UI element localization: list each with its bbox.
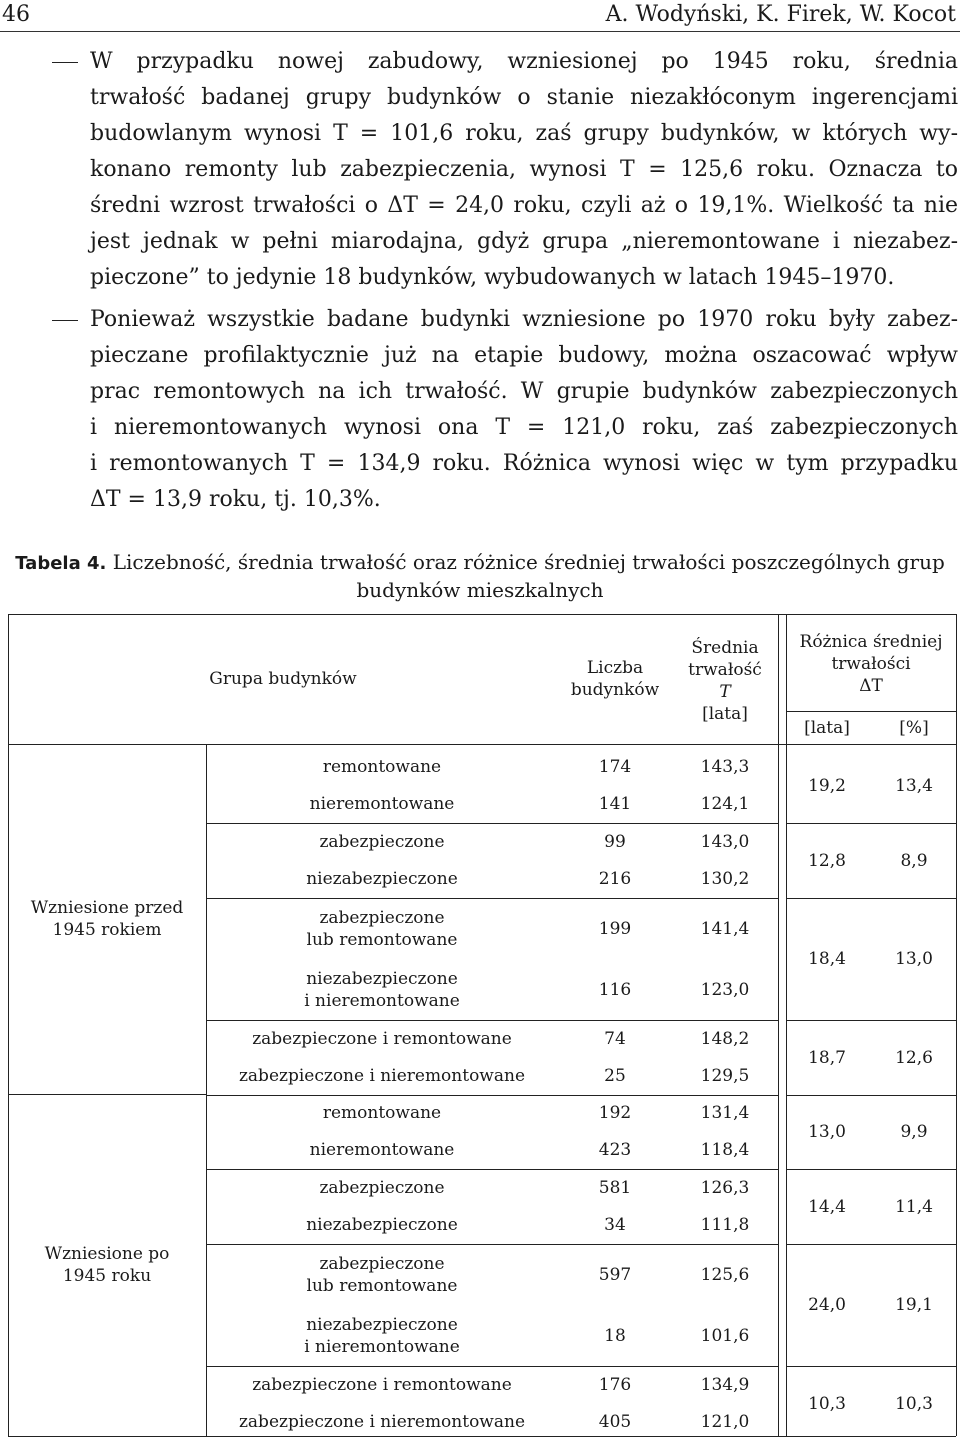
after-diff-years-line: 24,0	[808, 1295, 846, 1315]
after-row-mean	[672, 1366, 778, 1404]
after-diff-pct	[872, 1094, 956, 1169]
before-row-count	[558, 823, 672, 861]
text-line: prac remontowych na ich trwałość. W grupie budynków zabezpieczonych	[90, 379, 958, 404]
after-row-mean-line: 131,4	[700, 1102, 750, 1123]
before-row-mean	[672, 959, 778, 1020]
running-head: A. Wodyński, K. Firek, W. Kocot	[605, 2, 956, 27]
period-before-label-line: 1945 rokiem	[52, 920, 162, 940]
after-diff-years-line: 14,4	[808, 1196, 846, 1217]
after-row-count-line: 192	[598, 1102, 632, 1123]
table-rule	[786, 823, 956, 824]
before-row-count-line: 25	[604, 1066, 626, 1087]
after-row-name-line: nieremontowane	[309, 1140, 455, 1161]
before-row-count-line: 141	[598, 794, 632, 815]
after-row-name	[206, 1169, 558, 1207]
before-diff-years	[786, 748, 868, 823]
table-rule	[786, 711, 956, 712]
after-row-count	[558, 1305, 672, 1366]
before-row-mean	[672, 898, 778, 959]
before-diff-pct-line: 13,0	[895, 949, 933, 969]
after-diff-pct	[872, 1366, 956, 1441]
before-row-name-line: zabezpieczone	[319, 907, 445, 928]
page-number: 46	[2, 2, 30, 27]
caption-label: Tabela 4.	[15, 553, 107, 574]
before-diff-years	[786, 823, 868, 898]
after-row-mean-line: 118,4	[700, 1140, 750, 1161]
period-before-label	[8, 744, 206, 1094]
before-row-count	[558, 959, 672, 1020]
after-diff-pct-line: 9,9	[900, 1121, 928, 1142]
after-row-mean-line: 134,9	[700, 1374, 750, 1395]
after-diff-years	[786, 1094, 868, 1169]
header-diff	[786, 618, 956, 710]
before-row-mean	[672, 748, 778, 786]
text-line: jest jednak w pełni miarodajna, gdyż grupa „nieremontowane i niezabez-	[90, 229, 958, 254]
before-row-count-line: 116	[598, 979, 632, 1000]
table-rule	[206, 1095, 778, 1096]
after-row-name-line: zabezpieczone i nieremontowane	[238, 1412, 526, 1433]
period-after-label-line: 1945 roku	[62, 1266, 152, 1286]
table-rule	[956, 614, 957, 1436]
caption-line-1	[0, 549, 960, 577]
text-line: średni wzrost trwałości o ΔT = 24,0 roku, czyli aż o 19,1%. Wielkość ta nie	[90, 193, 958, 218]
header-count-line: budynków	[570, 680, 660, 700]
after-row-count-line: 423	[598, 1140, 632, 1161]
before-row-count-line: 74	[604, 1028, 626, 1049]
table-rule	[8, 1094, 206, 1095]
header-diff-pct	[872, 712, 956, 744]
table-rule	[206, 823, 778, 824]
before-row-mean-line: 130,2	[700, 869, 750, 890]
table-rule	[206, 1366, 778, 1367]
table-rule	[206, 1244, 778, 1245]
before-row-name	[206, 1020, 558, 1058]
table-rule	[786, 1366, 956, 1367]
text-line: i nieremontowanych wynosi ona T = 121,0 roku, zaś zabezpieczonych	[90, 415, 958, 440]
text-line: i remontowanych T = 134,9 roku. Różnica wynosi więc w tym przypadku	[90, 451, 958, 476]
before-row-mean	[672, 861, 778, 899]
table-caption	[0, 549, 960, 603]
table-rule	[778, 614, 779, 1436]
after-row-mean	[672, 1132, 778, 1170]
text-line: pieczone” to jedynie 18 budynków, wybudowanych w latach 1945–1970.	[90, 265, 895, 290]
header-diff-years-line: [lata]	[804, 718, 850, 738]
table-rule	[8, 744, 956, 745]
text-line: trwałość badanej grupy budynków o stanie niezakłóconym ingerencjami	[90, 85, 958, 110]
before-row-mean-line: 148,2	[700, 1028, 750, 1049]
before-row-count	[558, 748, 672, 786]
period-after-label	[8, 1094, 206, 1436]
after-row-count	[558, 1132, 672, 1170]
before-row-name-line: niezabezpieczone	[306, 869, 458, 890]
after-row-count-line: 581	[598, 1177, 632, 1198]
table-rule	[786, 1020, 956, 1021]
after-row-count-line: 597	[598, 1264, 632, 1285]
header-mean-line: T	[719, 682, 731, 702]
before-row-mean-line: 143,0	[700, 831, 750, 852]
after-row-mean-line: 125,6	[700, 1264, 750, 1285]
table-rule	[8, 1436, 956, 1437]
after-row-mean	[672, 1207, 778, 1245]
before-diff-years	[786, 898, 868, 1020]
header-diff-pct-line: [%]	[899, 718, 929, 738]
before-row-count	[558, 898, 672, 959]
table-rule	[786, 1095, 956, 1096]
header-mean	[672, 622, 778, 740]
header-count	[558, 614, 672, 744]
after-row-name-line: remontowane	[322, 1102, 442, 1123]
before-diff-pct	[872, 898, 956, 1020]
header-diff-years	[786, 712, 868, 744]
after-row-count-line: 18	[604, 1325, 626, 1346]
before-row-name	[206, 786, 558, 824]
before-diff-pct-line: 8,9	[900, 850, 928, 871]
before-diff-years-line: 19,2	[808, 775, 846, 796]
table-rule	[786, 1169, 956, 1170]
before-row-name	[206, 959, 558, 1020]
after-row-count	[558, 1169, 672, 1207]
after-diff-years	[786, 1169, 868, 1244]
after-row-mean	[672, 1305, 778, 1366]
after-row-name	[206, 1404, 558, 1442]
header-mean-line: trwałość	[688, 660, 762, 680]
after-diff-pct	[872, 1244, 956, 1366]
text-line: budowlanym wynosi T = 101,6 roku, zaś grupy budynków, w których wy-	[90, 121, 958, 146]
before-row-count-line: 174	[598, 756, 632, 777]
before-row-mean-line: 129,5	[700, 1066, 750, 1087]
after-row-count	[558, 1404, 672, 1442]
before-row-name	[206, 748, 558, 786]
period-before-label-line: Wzniesione przed	[30, 898, 184, 918]
after-row-count-line: 176	[598, 1374, 632, 1395]
after-row-count	[558, 1094, 672, 1132]
before-row-name-line: nieremontowane	[309, 794, 455, 815]
before-row-count-line: 99	[604, 831, 626, 852]
paragraph-1	[90, 44, 958, 296]
before-row-count-line: 199	[598, 918, 632, 939]
header-group-line: Grupa budynków	[209, 669, 357, 689]
after-row-mean-line: 101,6	[700, 1325, 750, 1346]
before-diff-pct-line: 12,6	[895, 1047, 933, 1068]
before-row-name-line: remontowane	[322, 756, 442, 777]
after-row-name-line: niezabezpieczone	[306, 1215, 458, 1236]
header-diff-line: ΔT	[859, 676, 883, 696]
before-row-mean	[672, 1058, 778, 1096]
table-rule	[206, 1169, 778, 1170]
after-row-name-line: zabezpieczone	[319, 1253, 445, 1274]
after-row-mean	[672, 1169, 778, 1207]
before-row-name-line: lub remontowane	[306, 929, 458, 950]
before-row-mean	[672, 786, 778, 824]
header-group	[8, 614, 558, 744]
after-row-name	[206, 1305, 558, 1366]
table-rule	[206, 898, 778, 899]
before-diff-years	[786, 1020, 868, 1095]
before-diff-pct-line: 13,4	[895, 775, 933, 796]
before-row-mean-line: 124,1	[700, 794, 750, 815]
before-row-mean-line: 141,4	[700, 918, 750, 939]
table-rule	[786, 898, 956, 899]
before-row-name-line: zabezpieczone i remontowane	[252, 1028, 512, 1049]
before-row-name-line: niezabezpieczone	[306, 968, 458, 989]
after-diff-years-line: 10,3	[808, 1393, 846, 1414]
before-row-count	[558, 1058, 672, 1096]
after-row-name-line: i nieremontowane	[304, 1336, 460, 1357]
text-line: W przypadku nowej zabudowy, wzniesionej po 1945 roku, średnia	[90, 49, 958, 74]
table-rule	[8, 614, 956, 615]
after-row-name-line: zabezpieczone i remontowane	[252, 1374, 512, 1395]
page-header	[0, 0, 960, 30]
table-rule	[8, 614, 9, 1436]
before-row-count	[558, 861, 672, 899]
after-diff-pct-line: 19,1	[895, 1295, 933, 1315]
before-row-count-line: 216	[598, 869, 632, 890]
table-rule	[206, 1020, 778, 1021]
after-row-name	[206, 1244, 558, 1305]
after-row-mean-line: 121,0	[700, 1412, 750, 1433]
caption-text: Liczebność, średnia trwałość oraz różnice średniej trwałości poszczególnych grup	[112, 550, 945, 574]
header-mean-line: Średnia	[691, 638, 759, 658]
after-row-name-line: zabezpieczone	[319, 1177, 445, 1198]
after-row-count-line: 405	[598, 1412, 632, 1433]
table-rule	[786, 1244, 956, 1245]
caption-line-2: budynków mieszkalnych	[356, 578, 604, 602]
text-line: Ponieważ wszystkie badane budynki wzniesione po 1970 roku były zabez-	[90, 307, 958, 332]
before-row-name-line: zabezpieczone	[319, 831, 445, 852]
before-row-mean-line: 143,3	[700, 756, 750, 777]
before-row-name	[206, 1058, 558, 1096]
after-row-name-line: niezabezpieczone	[306, 1314, 458, 1335]
text-line: pieczane profilaktycznie już na etapie budowy, można oszacować wpływ	[90, 343, 958, 368]
before-row-name	[206, 823, 558, 861]
before-row-count	[558, 1020, 672, 1058]
after-row-name-line: lub remontowane	[306, 1275, 458, 1296]
after-row-count	[558, 1366, 672, 1404]
header-rule	[0, 31, 960, 32]
period-after-label-line: Wzniesione po	[44, 1244, 170, 1264]
after-row-name	[206, 1094, 558, 1132]
text-line: konano remonty lub zabezpieczenia, wynosi T = 125,6 roku. Oznacza to	[90, 157, 958, 182]
after-row-name	[206, 1132, 558, 1170]
after-row-mean-line: 111,8	[700, 1215, 750, 1236]
header-diff-line: trwałości	[831, 654, 911, 674]
before-row-mean-line: 123,0	[700, 979, 750, 1000]
table-rule	[206, 744, 207, 1436]
before-row-name	[206, 898, 558, 959]
after-row-name	[206, 1207, 558, 1245]
after-row-count	[558, 1207, 672, 1245]
after-row-count	[558, 1244, 672, 1305]
before-diff-pct	[872, 748, 956, 823]
before-diff-pct	[872, 1020, 956, 1095]
table-rule	[786, 614, 787, 1436]
after-diff-pct	[872, 1169, 956, 1244]
before-diff-years-line: 18,4	[808, 949, 846, 969]
text-line: ΔT = 13,9 roku, tj. 10,3%.	[90, 487, 381, 512]
header-mean-line: [lata]	[702, 704, 748, 724]
before-diff-pct	[872, 823, 956, 898]
after-row-count-line: 34	[604, 1215, 626, 1236]
header-diff-line: Różnica średniej	[799, 632, 943, 652]
after-diff-years	[786, 1244, 868, 1366]
before-row-count	[558, 786, 672, 824]
after-row-mean-line: 126,3	[700, 1177, 750, 1198]
bullet-dash	[52, 320, 78, 321]
after-row-name	[206, 1366, 558, 1404]
before-diff-years-line: 18,7	[808, 1047, 846, 1068]
before-row-name	[206, 861, 558, 899]
header-count-line: Liczba	[586, 658, 644, 678]
after-row-mean	[672, 1404, 778, 1442]
after-diff-years	[786, 1366, 868, 1441]
before-row-name-line: i nieremontowane	[304, 990, 460, 1011]
after-diff-pct-line: 10,3	[895, 1393, 933, 1414]
after-row-mean	[672, 1094, 778, 1132]
before-row-mean	[672, 1020, 778, 1058]
before-row-name-line: zabezpieczone i nieremontowane	[238, 1066, 526, 1087]
after-diff-years-line: 13,0	[808, 1121, 846, 1142]
before-row-mean	[672, 823, 778, 861]
after-row-mean	[672, 1244, 778, 1305]
paragraph-2	[90, 302, 958, 518]
after-diff-pct-line: 11,4	[895, 1196, 933, 1217]
before-diff-years-line: 12,8	[808, 850, 846, 871]
bullet-dash	[52, 62, 78, 63]
